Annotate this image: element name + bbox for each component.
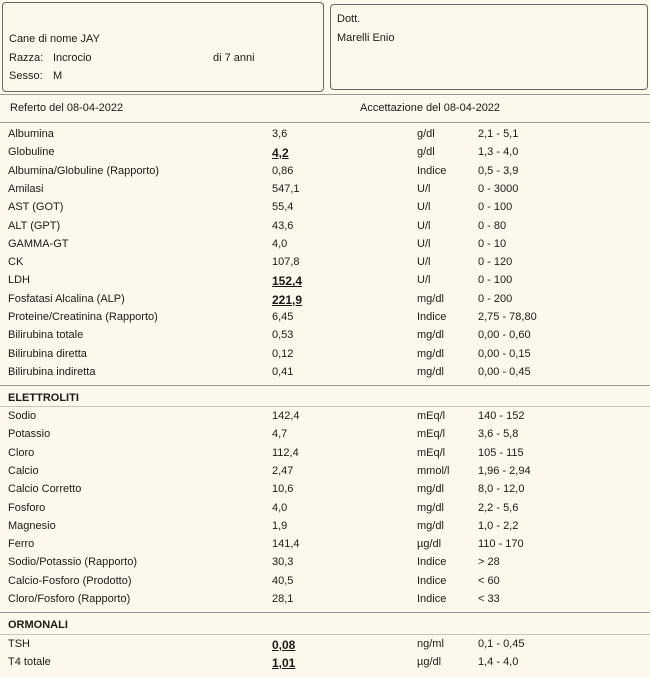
result-row (0, 656, 650, 674)
test-name: CK (8, 256, 24, 269)
reference-range: 0,00 - 0,60 (478, 329, 531, 342)
test-unit: U/l (417, 256, 431, 269)
test-name: GAMMA-GT (8, 237, 69, 250)
result-row (0, 556, 650, 574)
result-row (0, 201, 650, 219)
test-name: Calcio-Fosforo (Prodotto) (8, 574, 132, 587)
test-value: 4,0 (272, 501, 288, 514)
test-value: 28,1 (272, 593, 294, 605)
test-name: LDH (8, 274, 31, 287)
test-unit: g/dl (417, 128, 435, 140)
test-unit: U/l (417, 274, 431, 287)
test-name: Ferro (8, 538, 35, 551)
result-row (0, 465, 650, 483)
test-unit: g/dl (417, 146, 435, 159)
test-unit: Indice (417, 574, 447, 587)
result-row (0, 146, 650, 164)
test-unit: ng/ml (417, 638, 444, 650)
reference-range: 0 - 100 (478, 201, 513, 214)
test-name: T4 totale (8, 656, 51, 669)
result-row (0, 428, 650, 446)
test-name: Cloro (8, 446, 35, 459)
reference-range: 0 - 200 (478, 292, 513, 305)
test-value: 55,4 (272, 201, 294, 214)
test-value: 40,5 (272, 574, 294, 587)
divider (0, 94, 650, 95)
test-name: Amilasi (8, 182, 44, 195)
test-unit: mg/dl (417, 519, 444, 532)
result-row (0, 575, 650, 593)
report-date: Referto del 08-04-2022 (10, 102, 124, 114)
result-row (0, 238, 650, 256)
reference-range: 3,6 - 5,8 (478, 428, 519, 441)
test-unit: mg/dl (417, 501, 444, 514)
test-name: Calcio Corretto (8, 483, 82, 496)
test-name: Albumina (8, 128, 54, 140)
test-value: 0,53 (272, 329, 294, 342)
patient-name: Cane di nome JAY (9, 33, 100, 45)
test-name: Potassio (8, 428, 51, 441)
reference-range: 110 - 170 (478, 538, 524, 551)
test-value: 4,7 (272, 428, 288, 441)
result-row (0, 410, 650, 428)
reference-range: 8,0 - 12,0 (478, 483, 525, 496)
result-row (0, 638, 650, 656)
test-name: ALT (GPT) (8, 219, 61, 232)
result-row (0, 447, 650, 465)
reference-range: 0 - 10 (478, 237, 507, 250)
result-row (0, 128, 650, 146)
reference-range: 0,1 - 0,45 (478, 638, 525, 650)
test-unit: mEq/l (417, 446, 446, 459)
test-value: 1,9 (272, 519, 288, 532)
test-unit: mg/dl (417, 483, 444, 496)
test-value: 4,0 (272, 237, 288, 250)
reference-range: 1,4 - 4,0 (478, 656, 519, 669)
reference-range: 0 - 3000 (478, 182, 519, 195)
test-name: Bilirubina diretta (8, 347, 87, 360)
test-unit: Indice (417, 556, 447, 569)
test-name: Fosfatasi Alcalina (ALP) (8, 292, 125, 305)
reference-range: 140 - 152 (478, 410, 525, 422)
test-name: Magnesio (8, 519, 56, 532)
divider (0, 385, 650, 386)
test-unit: U/l (417, 237, 431, 250)
test-unit: mmol/l (417, 464, 450, 477)
test-unit: mEq/l (417, 410, 446, 422)
test-name: Sodio (8, 410, 37, 422)
reference-range: 0 - 120 (478, 256, 513, 269)
test-unit: mg/dl (417, 292, 444, 305)
test-value: 30,3 (272, 556, 294, 569)
test-name: Globuline (8, 146, 55, 159)
result-row (0, 165, 650, 183)
test-value-out-of-range: 0,08 (272, 638, 296, 652)
reference-range: > 28 (478, 556, 500, 569)
test-name: Albumina/Globuline (Rapporto) (8, 164, 160, 177)
divider (0, 406, 650, 407)
reference-range: 2,75 - 78,80 (478, 311, 537, 323)
test-name: Fosforo (8, 501, 46, 514)
breed-label: Razza: (9, 52, 44, 64)
test-value: 0,86 (272, 164, 294, 177)
test-value: 0,12 (272, 347, 294, 360)
test-value: 142,4 (272, 410, 300, 422)
test-unit: mg/dl (417, 365, 444, 378)
test-name: Sodio/Potassio (Rapporto) (8, 556, 138, 569)
reference-range: 0 - 100 (478, 274, 513, 287)
reference-range: 1,3 - 4,0 (478, 146, 519, 159)
test-value: 112,4 (272, 446, 299, 459)
test-unit: mg/dl (417, 329, 444, 342)
test-name: AST (GOT) (8, 201, 64, 214)
test-unit: µg/dl (417, 656, 442, 669)
result-row (0, 311, 650, 329)
test-value: 6,45 (272, 311, 294, 323)
divider (0, 612, 650, 613)
reference-range: 0,5 - 3,9 (478, 164, 519, 177)
result-row (0, 366, 650, 384)
result-row (0, 538, 650, 556)
test-name: Cloro/Fosforo (Rapporto) (8, 593, 131, 605)
test-value: 141,4 (272, 538, 300, 551)
reference-range: 0 - 80 (478, 219, 507, 232)
reference-range: < 33 (478, 593, 500, 605)
divider (0, 122, 650, 123)
test-name: Proteine/Creatinina (Rapporto) (8, 311, 158, 323)
test-value: 2,47 (272, 464, 294, 477)
result-row (0, 220, 650, 238)
reference-range: 2,2 - 5,6 (478, 501, 519, 514)
reference-range: 1,96 - 2,94 (478, 464, 531, 477)
breed-value: Incrocio (53, 52, 92, 64)
doctor-name: Marelli Enio (337, 32, 395, 44)
reference-range: 105 - 115 (478, 446, 524, 459)
test-name: TSH (8, 638, 30, 650)
result-row (0, 593, 650, 611)
reference-range: 1,0 - 2,2 (478, 519, 519, 532)
test-unit: µg/dl (417, 538, 442, 551)
result-row (0, 348, 650, 366)
result-row (0, 274, 650, 292)
result-row (0, 483, 650, 501)
result-row (0, 329, 650, 347)
sex-value: M (53, 70, 63, 82)
test-value: 3,6 (272, 128, 288, 140)
test-value-out-of-range: 1,01 (272, 656, 296, 671)
patient-info-box (2, 2, 324, 92)
test-value: 0,41 (272, 365, 294, 378)
doctor-info-box (330, 4, 648, 90)
section-title-elettroliti: ELETTROLITI (8, 392, 79, 404)
test-unit: mg/dl (417, 347, 444, 360)
divider (0, 634, 650, 635)
test-value-out-of-range: 221,9 (272, 292, 303, 307)
test-unit: Indice (417, 311, 447, 323)
test-name: Calcio (8, 464, 39, 477)
result-row (0, 520, 650, 538)
test-value-out-of-range: 4,2 (272, 146, 289, 161)
section-title-ormonali: ORMONALI (8, 619, 68, 631)
test-unit: mEq/l (417, 428, 446, 441)
result-row (0, 183, 650, 201)
test-value: 547,1 (272, 182, 300, 195)
test-value: 10,6 (272, 483, 294, 496)
age-value: di 7 anni (213, 52, 255, 64)
result-row (0, 256, 650, 274)
acceptance-date: Accettazione del 08-04-2022 (360, 102, 501, 114)
test-name: Bilirubina totale (8, 329, 84, 342)
test-unit: U/l (417, 201, 431, 214)
sex-label: Sesso: (9, 70, 43, 82)
test-unit: U/l (417, 182, 431, 195)
reference-range: 0,00 - 0,15 (478, 347, 531, 360)
reference-range: 0,00 - 0,45 (478, 365, 531, 378)
test-value-out-of-range: 152,4 (272, 274, 303, 289)
test-name: Bilirubina indiretta (8, 365, 96, 378)
reference-range: 2,1 - 5,1 (478, 128, 519, 140)
test-value: 43,6 (272, 219, 294, 232)
test-unit: Indice (417, 593, 447, 605)
reference-range: < 60 (478, 574, 500, 587)
test-unit: Indice (417, 164, 447, 177)
doctor-title: Dott. (337, 13, 361, 25)
result-row (0, 502, 650, 520)
test-unit: U/l (417, 219, 431, 232)
test-value: 107,8 (272, 256, 300, 269)
result-row (0, 293, 650, 311)
